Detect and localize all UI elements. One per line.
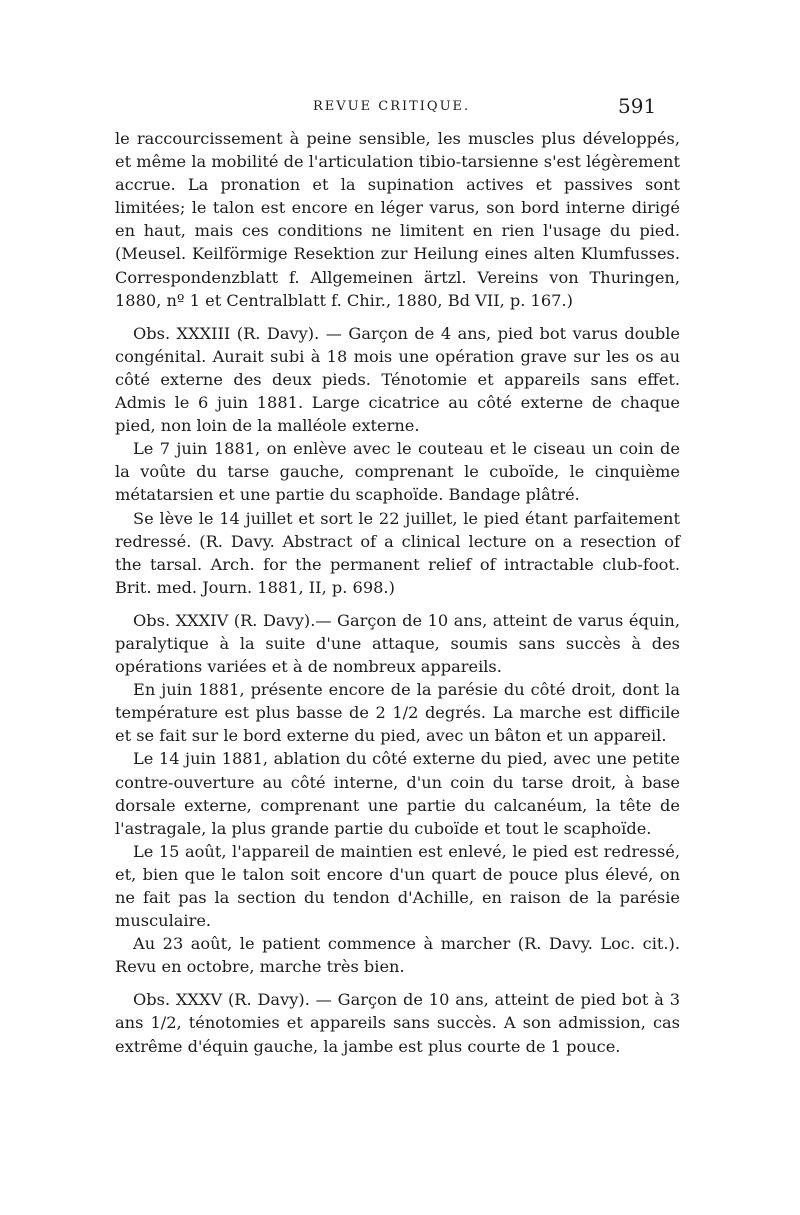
paragraph-obs-xxxv: Obs. XXXV (R. Davy). — Garçon de 10 ans, atteint de pied bot à 3 ans 1/2, ténotomies et appareils sans succès. A son admission, cas extrême d'équin gauche, la jambe est plus courte de 1 pouce. xyxy=(115,990,680,1056)
page-number: 591 xyxy=(618,94,657,118)
paragraph-obs-xxxiii-operation: Le 7 juin 1881, on enlève avec le couteau et le ciseau un coin de la voûte du tarse gauche, comprenant le cuboïde, le cinquième métatarsien et une partie du scaphoïde. Bandage plâtré. xyxy=(115,439,680,505)
paragraph-obs-xxxiii-outcome: Se lève le 14 juillet et sort le 22 juillet, le pied étant parfaitement redressé. (R. Davy. Abstract of a clinical lecture on a resection of the tarsal. Arch. for the permanent relief of intractable club-foot. Brit. med. Journ. 1881, II, p. 698.) xyxy=(115,508,680,597)
paragraph-obs-xxxiv: Obs. XXXIV (R. Davy).— Garçon de 10 ans, atteint de varus équin, paralytique à la suite d'une attaque, soumis sans succès à des opérations variées et à de nombreux appareils. xyxy=(115,610,680,677)
paragraph-obs-xxxiv-outcome: Au 23 août, le patient commence à marcher (R. Davy. Loc. cit.). Revu en octobre, marche très bien. xyxy=(115,934,680,977)
paragraph-obs-xxxiv-followup: Le 15 août, l'appareil de maintien est enlevé, le pied est redressé, et, bien que le talon soit encore d'un quart de pouce plus élevé, on ne fait pas la section du tendon d'Achille, en raison de la parésie musculaire. xyxy=(115,841,680,931)
running-title: REVUE CRITIQUE. xyxy=(313,99,471,114)
paragraph-obs-xxxiv-status: En juin 1881, présente encore de la parésie du côté droit, dont la température est plus basse de 2 1/2 degrés. La marche est difficile et se fait sur le bord externe du pied, avec un bâton et un appareil. xyxy=(115,680,680,746)
paragraph-obs-xxxiii: Obs. XXXIII (R. Davy). — Garçon de 4 ans, pied bot varus double congénital. Aurait subi à 18 mois une opération grave sur les os au côté externe des deux pieds. Ténotomie et appareils sans effet. Admis le 6 juin 1881. Large cicatrice au côté externe de chaque pied, non loin de la malléole externe. xyxy=(115,323,680,436)
paragraph-obs-xxxiv-operation: Le 14 juin 1881, ablation du côté externe du pied, avec une petite contre-ouverture au côté interne, d'un coin du tarse droit, à base dorsale externe, comprenant une partie du calcanéum, la tête de l'astragale, la plus grande partie du cuboïde et tout le scaphoïde. xyxy=(115,749,680,838)
paragraph-continuation: le raccourcissement à peine sensible, les muscles plus développés, et même la mobilité de l'articulation tibio-tarsienne s'est légèrement accrue. La pronation et la supination actives et passives sont limitées; le talon est encore en léger varus, son bord interne dirigé en haut, mais ces conditions ne limitent en rien l'usage du pied. (Meusel. Keilförmige Resektion zur Heilung eines alten Klumfusses. Correspondenzblatt f. Allgemeinen ärtzl. Vereins von Thuringen, 1880, nº 1 et Centralblatt f. Chir., 1880, Bd VII, p. 167.) xyxy=(115,129,680,310)
body-text xyxy=(115,127,680,1058)
